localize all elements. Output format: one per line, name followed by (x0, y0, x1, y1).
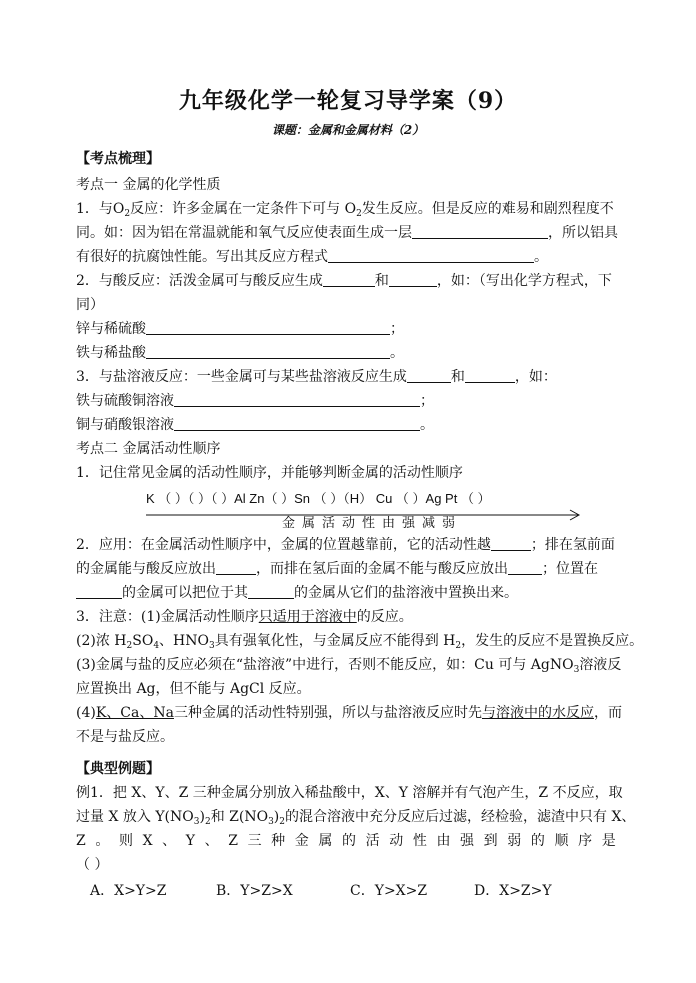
option-b[interactable]: B．Y>Z>X (216, 883, 293, 899)
answer-blank[interactable] (248, 584, 294, 599)
point-one-title: 考点一 金属的化学性质 (76, 177, 221, 193)
note-4-line-2: 不是与盐反应。 (76, 729, 174, 745)
word: 属 (318, 833, 333, 849)
answer-blank[interactable] (491, 536, 531, 551)
option-d[interactable]: D．X>Z>Y (474, 883, 552, 899)
page-subtitle: 课题：金属和金属材料（2） (271, 123, 425, 137)
word: 弱 (507, 833, 522, 849)
option-a[interactable]: A．X>Y>Z (90, 883, 167, 899)
note-2: (2)浓 $H_2SO_4$、$HNO_3$具有强氧化性，与金属反应不能得到 $H_2$，发生的反应不是置换反应。 (76, 633, 644, 651)
answer-blank[interactable] (323, 272, 375, 287)
answer-blank[interactable] (328, 248, 534, 263)
item-1-line-1: 1．与$O_2$反应：许多金属在一定条件下可与 $O_2$发生反应。但是反应的难易和剧烈程度不 (76, 201, 614, 219)
zinc-sulfuric-acid-line: 锌与稀硫酸 ； (76, 321, 404, 337)
word: 的 (530, 833, 545, 849)
word: X (142, 833, 153, 849)
note-3-line-1: (3)金属与盐的反应必须在“盐溶液”中进行，否则不能反应，如：Cu 可与 AgNO$_3$溶液反 (76, 657, 622, 675)
answer-blank[interactable] (174, 392, 420, 407)
answer-blank[interactable] (412, 224, 548, 239)
activity-series: K （ ）（ ）（ ）Al Zn（ ）Sn （ ）（H） Cu （ ）Ag Pt （ ） (146, 491, 491, 506)
application-line-3: 的金属可以把位于其 的金属从它们的盐溶液中置换出来。 (76, 584, 518, 602)
answer-blank[interactable] (407, 368, 451, 383)
activity-series-question: 1．记住常见金属的活动性顺序，并能够判断金属的活动性顺序 (76, 465, 463, 481)
answer-blank[interactable] (216, 560, 256, 575)
word: 、 (162, 833, 177, 849)
item-1-line-3: 有很好的抗腐蚀性能。写出其反应方程式 。 (76, 249, 548, 265)
note-3-line-2: 应置换出 Ag，但不能与 AgCl 反应。 (76, 681, 311, 697)
example-1-line-2: 过量 X 放入 $Y(NO_3)_2$和 $Z(NO_3)_2$的混合溶液中充分反应后过滤，经检验，滤渣中只有 X、 (76, 809, 636, 827)
example-1-line-1: 例1．把 X、Y、Z 三种金属分别放入稀盐酸中，X、Y 溶解并有气泡产生，Z 不反应，取 (76, 785, 623, 801)
word: 顺 (554, 833, 569, 849)
item-2-line-2: 同） (76, 297, 104, 313)
example-1-line-3 (76, 832, 616, 850)
section-heading-review: 【考点梳理】 (76, 151, 160, 167)
item-2-line-1: 2．与酸反应：活泼金属可与酸反应生成 和 ，如：（写出化学方程式，下 (76, 273, 612, 289)
item-1-line-2: 同。如：因为铝在常温就能和氧气反应使表面生成一层 ，所以铝具 (76, 225, 618, 241)
word: 。 (95, 833, 110, 849)
answer-blank[interactable] (146, 344, 390, 359)
word: 三 (247, 833, 262, 849)
word: 性 (412, 833, 427, 849)
word: Z (76, 833, 86, 849)
iron-hydrochloric-acid-line: 铁与稀盐酸 。 (76, 345, 404, 361)
word: 、 (204, 833, 219, 849)
note-4-line-1: (4)K、Ca、Na三种金属的活动性特别强，所以与盐溶液反应时先与溶液中的水反应，而 (76, 705, 622, 721)
word: 到 (483, 833, 498, 849)
activity-arrow-label: 金属活动性由强减弱 (282, 516, 463, 531)
application-line-1: 2．应用：在金属活动性顺序中，金属的位置越靠前，它的活动性越 ；排在氢前面 (76, 537, 615, 553)
word: 由 (436, 833, 451, 849)
note-1: 3．注意：(1)金属活动性顺序只适用于溶液中的反应。 (76, 609, 413, 625)
word: Z (228, 833, 238, 849)
word: 序 (578, 833, 593, 849)
word: 是 (601, 833, 616, 849)
section-heading-examples: 【典型例题】 (76, 761, 160, 777)
application-line-2: 的金属能与酸反应放出 ，而排在氢后面的金属不能与酸反应放出 ；位置在 (76, 561, 598, 577)
option-c[interactable]: C．Y>X>Z (350, 883, 428, 899)
copper-silver-nitrate-line: 铜与硝酸银溶液 。 (76, 417, 434, 433)
answer-blank[interactable] (146, 320, 390, 335)
answer-blank[interactable] (465, 368, 515, 383)
iron-copper-sulfate-line: 铁与硫酸铜溶液 ； (76, 393, 434, 409)
example-1-answer-bracket: （ ） (76, 857, 109, 873)
answer-blank[interactable] (508, 560, 542, 575)
word: 活 (365, 833, 380, 849)
word: 种 (271, 833, 286, 849)
word: 动 (389, 833, 404, 849)
word: 则 (118, 833, 133, 849)
answer-blank[interactable] (389, 272, 437, 287)
item-3-line-1: 3．与盐溶液反应：一些金属可与某些盐溶液反应生成 和 ，如： (76, 369, 557, 385)
word: 强 (460, 833, 475, 849)
point-two-title: 考点二 金属活动性顺序 (76, 441, 221, 457)
word: Y (185, 833, 195, 849)
page-title: 九年级化学一轮复习导学案（9） (178, 88, 518, 114)
word: 金 (294, 833, 309, 849)
answer-blank[interactable] (76, 584, 122, 599)
word: 的 (342, 833, 356, 849)
answer-blank[interactable] (174, 416, 420, 431)
